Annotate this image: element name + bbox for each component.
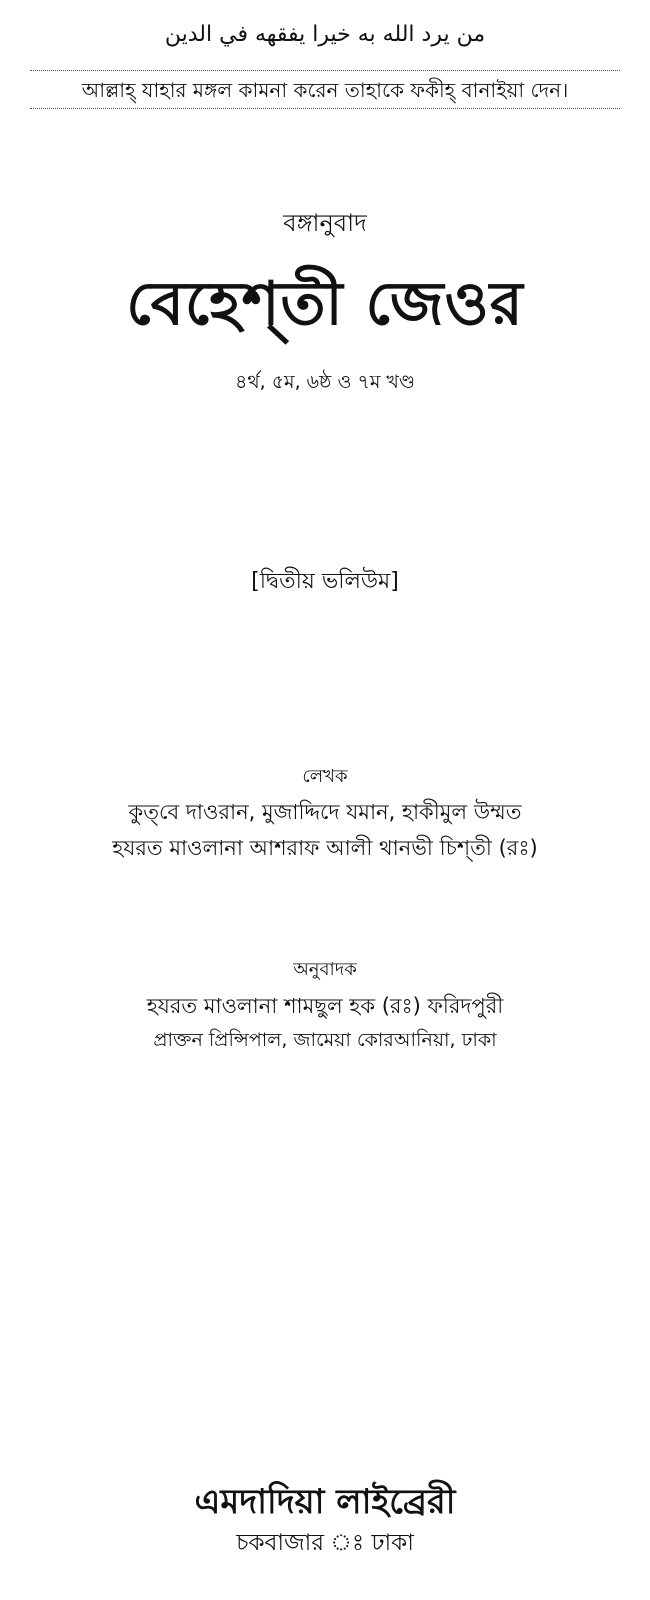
publisher-location: চকবাজার ঃ ঢাকা: [236, 1530, 414, 1556]
book-subtitle: বঙ্গানুবাদ: [283, 209, 367, 237]
translator-position: প্রাক্তন প্রিন্সিপাল, জামেয়া কোরআনিয়া, ঢাকা: [153, 1029, 497, 1051]
author-label: লেখক: [302, 766, 348, 787]
book-parts: ৪র্থ, ৫ম, ৬ষ্ঠ ও ৭ম খণ্ড: [235, 371, 415, 393]
author-titles: কুত্‌বে দাওরান, মুজাদ্দিদে যমান, হাকীমুল উম্মত: [128, 800, 522, 824]
epigraph-translation: আল্লাহ্ যাহার মঙ্গল কামনা করেন তাহাকে ফকীহ্ বানাইয়া দেন।: [81, 78, 569, 102]
book-volume: [দ্বিতীয় ভলিউম]: [251, 569, 399, 594]
epigraph-top-rule: [30, 70, 620, 71]
epigraph-bottom-rule: [30, 108, 620, 109]
arabic-epigraph-text: من يرد الله به خيرا يفقهه في الدين: [164, 22, 486, 47]
book-title: বেহেশ্‌তী জেওর: [126, 269, 524, 339]
translator-name: হযরত মাওলানা শামছুল হক (রঃ) ফরিদপুরী: [146, 994, 504, 1018]
translator-label: অনুবাদক: [293, 959, 357, 980]
publisher-name: এমদাদিয়া লাইব্রেরী: [194, 1482, 456, 1522]
author-name: হযরত মাওলানা আশরাফ আলী থানভী চিশ্‌তী (রঃ): [112, 836, 538, 860]
arabic-epigraph: [0, 22, 650, 47]
